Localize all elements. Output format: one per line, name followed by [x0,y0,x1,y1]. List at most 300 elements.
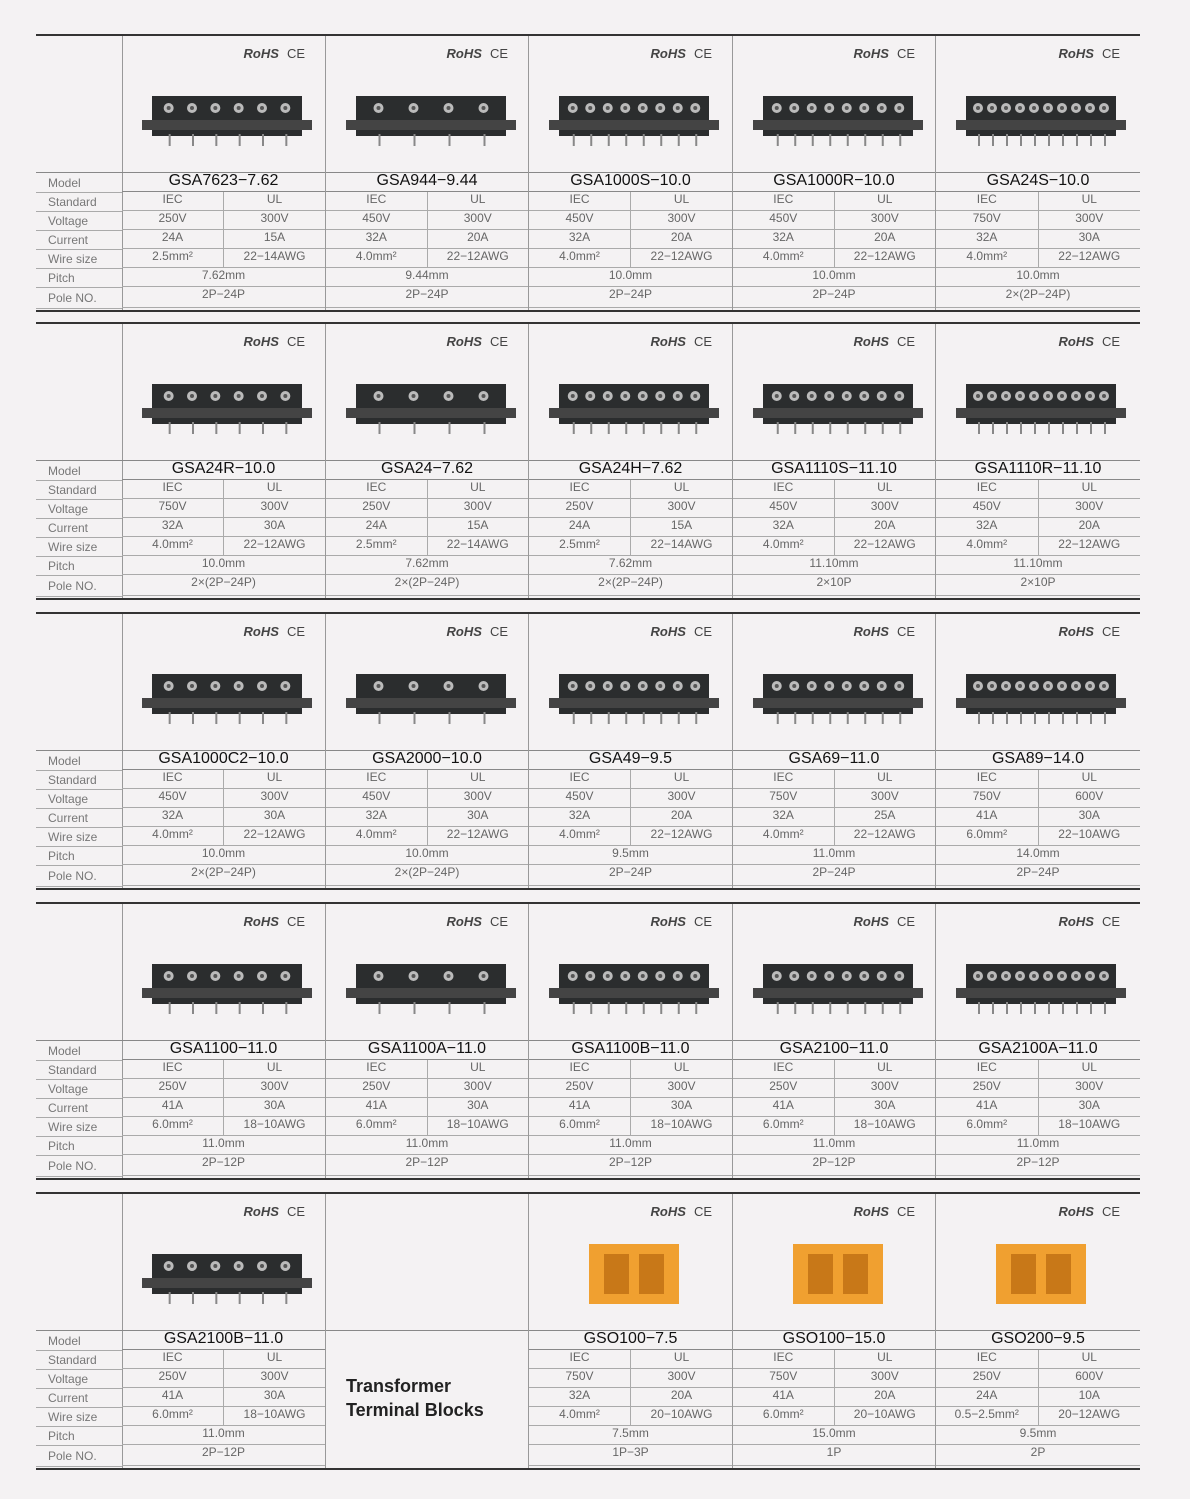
standard-row [529,1060,732,1079]
current-iec: 32A [568,1388,591,1402]
wire-size-ul: 22−12AWG [834,827,936,845]
product-section [36,612,1140,890]
pole-no-value: 2×(2P−24P) [191,865,256,879]
product-image-cell [936,324,1140,461]
pole-no-value: 2×(2P−24P) [191,575,256,589]
spec-label-pole_no: Pole NO. [36,1446,122,1467]
current-row [529,230,732,249]
current-row [529,518,732,537]
spec-label-pitch: Pitch [36,1427,122,1446]
rohs-text: RoHS [650,624,686,639]
product-image-cell [529,324,732,461]
terminal-block-image [142,364,312,444]
current-ul: 20A [630,230,732,248]
ce-mark: CE [489,624,508,639]
standard-iec: IEC [976,770,997,784]
rohs-ce-mark [1059,46,1120,61]
pitch-value: 9.44mm [405,268,449,282]
product-column [326,904,529,1178]
voltage-ul: 300V [223,1369,325,1387]
pitch-row [733,1426,935,1445]
product-image-cell [326,904,528,1041]
current-iec: 41A [365,1098,387,1112]
pole-no-row [529,1445,732,1466]
pitch-row [936,268,1140,287]
wire-size-row [529,1407,732,1426]
ce-mark: CE [489,46,508,61]
pitch-row [936,556,1140,575]
standard-ul: UL [427,480,529,498]
ce-mark: CE [286,1204,305,1219]
wire-size-row [733,249,935,268]
spec-label-column [36,1194,123,1468]
standard-row [936,1350,1140,1369]
wire-size-iec: 6.0mm² [355,1117,397,1131]
ce-mark: CE [286,334,305,349]
voltage-row [326,499,528,518]
pole-no-row [529,865,732,886]
rohs-ce-mark [1059,624,1120,639]
standard-ul: UL [834,192,936,210]
current-ul: 30A [1038,230,1141,248]
current-row [529,808,732,827]
pitch-value: 10.0mm [405,846,449,860]
voltage-ul: 300V [630,1079,732,1097]
rohs-text: RoHS [853,624,889,639]
standard-iec: IEC [569,192,590,206]
pitch-row [326,268,528,287]
wire-size-ul: 22−14AWG [223,249,325,267]
voltage-ul: 600V [1038,789,1141,807]
pole-no-value: 2P−24P [812,287,856,301]
terminal-block-image [956,364,1126,444]
spec-label-current: Current [36,519,122,538]
standard-iec: IEC [162,1350,183,1364]
current-ul: 20A [427,230,529,248]
voltage-iec: 750V [565,1369,594,1383]
voltage-iec: 250V [362,499,391,513]
model-name: GSA1100−11.0 [122,1040,325,1060]
current-iec: 32A [772,518,794,532]
pitch-value: 10.0mm [201,556,246,570]
product-column [936,1194,1140,1468]
current-iec: 32A [772,230,794,244]
current-iec: 32A [772,808,794,822]
current-iec: 32A [161,808,184,822]
model-name: GSA1000R−10.0 [733,172,935,192]
pole-no-row [529,1155,732,1176]
ce-mark: CE [1101,914,1120,929]
standard-ul: UL [834,1350,936,1368]
wire-size-ul: 22−12AWG [223,827,325,845]
rohs-text: RoHS [1058,334,1094,349]
standard-row [122,1350,325,1369]
current-iec: 32A [976,230,998,244]
ce-mark: CE [1101,46,1120,61]
voltage-iec: 250V [158,1369,187,1383]
current-ul: 30A [834,1098,936,1116]
rohs-text: RoHS [1058,624,1094,639]
standard-iec: IEC [569,1350,590,1364]
pitch-row [733,556,935,575]
standard-iec: IEC [773,770,794,784]
ce-mark: CE [1101,1204,1120,1219]
pole-no-value: 2×(2P−24P) [394,575,460,589]
voltage-ul: 300V [223,1079,325,1097]
wire-size-iec: 6.0mm² [966,827,1008,841]
pole-no-value: 2P−12P [201,1155,246,1169]
standard-ul: UL [834,480,936,498]
terminal-block-image [142,76,312,156]
spec-label-pole_no: Pole NO. [36,576,122,597]
product-image-cell [122,1194,325,1331]
standard-ul: UL [427,192,529,210]
pitch-value: 11.0mm [812,846,856,860]
pitch-row [529,268,732,287]
wire-size-ul: 22−12AWG [427,249,529,267]
voltage-ul: 300V [427,789,529,807]
product-image-cell [122,904,325,1041]
product-image-cell [529,36,732,173]
model-name: GSA24−7.62 [326,460,528,480]
pitch-row [733,268,935,287]
standard-iec: IEC [162,770,183,784]
product-column [733,36,936,310]
rohs-ce-mark [1059,1204,1120,1219]
product-image-cell [326,1194,528,1331]
standard-row [326,1060,528,1079]
wire-size-ul: 18−10AWG [834,1117,936,1135]
ce-mark: CE [286,624,305,639]
product-image-cell [122,614,325,751]
pole-no-row [936,865,1140,886]
spec-label-current: Current [36,1389,122,1408]
product-column [326,324,529,598]
rohs-ce-mark [244,914,305,929]
current-ul: 20A [1038,518,1141,536]
pitch-value: 11.0mm [202,1136,245,1150]
voltage-row [326,789,528,808]
spec-label-current: Current [36,1099,122,1118]
voltage-iec: 450V [769,211,798,225]
current-ul: 30A [630,1098,732,1116]
wire-size-row [733,537,935,556]
terminal-block-image [956,944,1126,1024]
label-header-blank [36,614,122,751]
pitch-value: 10.0mm [608,268,653,282]
pitch-row [122,1426,325,1445]
spec-label-model: Model [36,173,122,193]
current-iec: 24A [568,518,591,532]
current-row [733,230,935,249]
current-row [936,518,1140,537]
current-ul: 15A [427,518,529,536]
spec-label-column [36,36,123,310]
current-row [733,808,935,827]
voltage-ul: 300V [223,499,325,517]
product-column [529,614,733,888]
standard-iec: IEC [162,480,183,494]
voltage-iec: 250V [972,1079,1001,1093]
spec-label-model: Model [36,1331,122,1351]
terminal-block-image [753,76,923,156]
spec-label-pitch: Pitch [36,847,122,866]
current-ul: 15A [630,518,732,536]
product-column [936,324,1140,598]
pitch-value: 10.0mm [201,846,246,860]
pole-no-value: 2×(2P−24P) [394,865,460,879]
voltage-ul: 300V [223,789,325,807]
voltage-iec: 750V [158,499,187,513]
voltage-iec: 250V [158,211,187,225]
product-column [936,904,1140,1178]
wire-size-row [936,827,1140,846]
spec-label-voltage: Voltage [36,500,122,519]
wire-size-row [733,1407,935,1426]
pitch-row [529,1426,732,1445]
rohs-ce-mark [854,1204,915,1219]
wire-size-iec: 4.0mm² [559,827,600,841]
wire-size-iec: 4.0mm² [966,537,1008,551]
standard-iec: IEC [366,770,387,784]
terminal-block-image [549,944,719,1024]
voltage-row [529,1369,732,1388]
product-column [529,36,733,310]
product-column [529,1194,733,1468]
pitch-value: 7.62mm [405,556,449,570]
product-image-cell [122,324,325,461]
wire-size-row [936,1407,1140,1426]
product-section [36,34,1140,312]
voltage-row [326,1079,528,1098]
pitch-row [326,1136,528,1155]
voltage-row [122,1369,325,1388]
wire-size-iec: 2.5mm² [355,537,397,551]
standard-row [936,480,1140,499]
standard-row [122,1060,325,1079]
pole-no-value: 2P−24P [812,865,856,879]
product-column [733,904,936,1178]
wire-size-iec: 4.0mm² [559,249,600,263]
model-name: GSA1000C2−10.0 [122,750,325,770]
standard-ul: UL [630,1350,732,1368]
product-section [36,322,1140,600]
pitch-row [122,1136,325,1155]
pitch-row [122,846,325,865]
voltage-iec: 450V [769,499,798,513]
terminal-block-image [753,944,923,1024]
voltage-ul: 300V [834,1079,936,1097]
current-row [326,808,528,827]
product-column [122,36,326,310]
product-column [122,614,326,888]
model-name: GSA24S−10.0 [936,172,1140,192]
product-image-cell [733,1194,935,1331]
voltage-row [936,211,1140,230]
standard-iec: IEC [976,192,997,206]
pole-no-value: 2×(2P−24P) [598,575,663,589]
current-row [936,1098,1140,1117]
wire-size-ul: 18−10AWG [630,1117,732,1135]
rohs-ce-mark [854,914,915,929]
wire-size-iec: 4.0mm² [762,827,804,841]
pitch-row [936,1426,1140,1445]
current-ul: 30A [427,808,529,826]
pitch-value: 15.0mm [812,1426,856,1440]
spec-label-standard: Standard [36,1351,122,1370]
rohs-text: RoHS [243,334,279,349]
terminal-block-image [753,654,923,734]
model-name: GSA7623−7.62 [122,172,325,192]
pitch-value: 14.0mm [1016,846,1060,860]
spec-label-pole_no: Pole NO. [36,288,122,309]
ce-mark: CE [693,914,712,929]
label-header-blank [36,904,122,1041]
standard-ul: UL [223,480,325,498]
product-column [326,36,529,310]
pole-no-value: 2×10P [816,575,852,589]
current-iec: 41A [568,1098,591,1112]
rohs-ce-mark [447,46,508,61]
voltage-iec: 250V [565,499,594,513]
product-column [326,1194,529,1468]
wire-size-ul: 18−10AWG [223,1117,325,1135]
pole-no-value: 1P−3P [612,1445,649,1459]
current-row [326,518,528,537]
wire-size-ul: 22−12AWG [427,827,529,845]
current-ul: 20A [834,1388,936,1406]
pitch-value: 11.10mm [809,556,859,570]
ce-mark: CE [693,624,712,639]
current-iec: 41A [976,1098,998,1112]
pitch-value: 10.0mm [812,268,856,282]
wire-size-iec: 4.0mm² [966,249,1008,263]
wire-size-iec: 6.0mm² [762,1117,804,1131]
spec-label-pole_no: Pole NO. [36,1156,122,1177]
current-iec: 32A [365,808,387,822]
voltage-row [529,499,732,518]
voltage-ul: 300V [1038,211,1141,229]
wire-size-iec: 0.5−2.5mm² [954,1407,1019,1421]
standard-row [122,770,325,789]
voltage-row [326,211,528,230]
pole-no-row [122,1445,325,1466]
standard-row [326,770,528,789]
rohs-text: RoHS [650,914,686,929]
model-name: GSA1110R−11.10 [936,460,1140,480]
voltage-ul: 300V [427,1079,529,1097]
spec-label-model: Model [36,1041,122,1061]
product-image-cell [936,614,1140,751]
wire-size-row [326,1117,528,1136]
product-image-cell [529,904,732,1041]
standard-ul: UL [834,1060,936,1078]
rohs-ce-mark [651,914,712,929]
voltage-iec: 250V [362,1079,391,1093]
spec-label-pitch: Pitch [36,1137,122,1156]
standard-ul: UL [1038,1350,1141,1368]
pitch-row [529,1136,732,1155]
product-image-cell [326,324,528,461]
pitch-value: 11.10mm [1013,556,1063,570]
wire-size-iec: 4.0mm² [762,249,804,263]
voltage-row [733,789,935,808]
wire-size-iec: 4.0mm² [559,1407,600,1421]
voltage-row [733,1079,935,1098]
product-column [733,614,936,888]
pitch-row [936,846,1140,865]
standard-iec: IEC [162,1060,183,1074]
current-row [122,230,325,249]
current-iec: 32A [568,808,591,822]
voltage-iec: 450V [972,499,1001,513]
ce-mark: CE [896,46,915,61]
current-ul: 15A [223,230,325,248]
rohs-text: RoHS [853,334,889,349]
voltage-ul: 300V [1038,1079,1141,1097]
standard-row [122,480,325,499]
wire-size-ul: 22−12AWG [834,249,936,267]
standard-iec: IEC [366,192,387,206]
rohs-ce-mark [244,624,305,639]
wire-size-ul: 22−12AWG [630,249,732,267]
rohs-text: RoHS [650,334,686,349]
wire-size-ul: 20−12AWG [1038,1407,1141,1425]
current-iec: 32A [976,518,998,532]
pole-no-row [733,1155,935,1176]
voltage-ul: 600V [1038,1369,1141,1387]
pole-no-value: 2P−12P [812,1155,856,1169]
wire-size-ul: 22−12AWG [223,537,325,555]
pole-no-row [529,287,732,308]
pitch-row [326,556,528,575]
pole-no-row [326,865,528,886]
standard-iec: IEC [773,1350,794,1364]
wire-size-row [122,537,325,556]
model-name: GSA49−9.5 [529,750,732,770]
wire-size-iec: 6.0mm² [152,1117,193,1131]
rohs-text: RoHS [446,46,482,61]
terminal-block-image [549,76,719,156]
pole-no-row [122,287,325,308]
standard-ul: UL [223,1060,325,1078]
standard-iec: IEC [976,1350,997,1364]
voltage-row [936,499,1140,518]
voltage-row [733,1369,935,1388]
standard-iec: IEC [569,480,590,494]
current-ul: 20A [630,1388,732,1406]
terminal-block-image [956,654,1126,734]
wire-size-row [529,827,732,846]
rohs-text: RoHS [446,334,482,349]
transformer-terminal-blocks-title [346,1374,484,1422]
rohs-text: RoHS [243,1204,279,1219]
product-image-cell [326,614,528,751]
rohs-text: RoHS [243,914,279,929]
current-iec: 41A [161,1098,184,1112]
model-name: GSA2100−11.0 [733,1040,935,1060]
terminal-block-image [956,1234,1126,1314]
voltage-row [936,1369,1140,1388]
pole-no-value: 2P−24P [608,287,653,301]
current-row [326,1098,528,1117]
standard-row [936,192,1140,211]
product-column [529,904,733,1178]
transformer-title-line-2: Terminal Blocks [346,1400,484,1420]
wire-size-iec: 4.0mm² [762,537,804,551]
pole-no-row [122,575,325,596]
product-section [36,1192,1140,1470]
